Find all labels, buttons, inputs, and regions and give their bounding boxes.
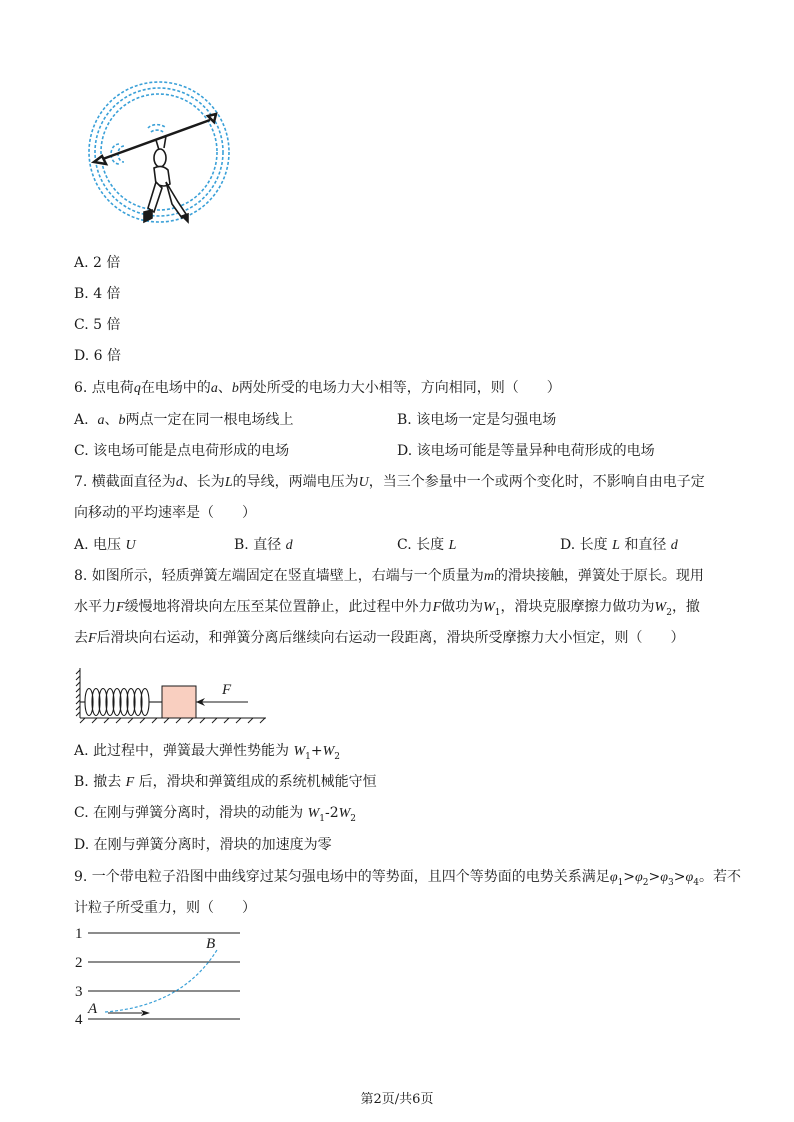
q8-option-b: B. 撤去 F 后，滑块和弹簧组成的系统机械能守恒 (74, 774, 377, 790)
equipotential-label-2: 2 (75, 955, 83, 971)
q8-force-label: F (222, 682, 232, 698)
q9-stem-line1: 9. 一个带电粒子沿图中曲线穿过某匀强电场中的等势面，且四个等势面的电势关系满足$\varphi_1>\varphi_2>\varphi_3>\varphi_4$。若不 (74, 869, 741, 888)
q7-option-a: A. 电压 U (74, 537, 136, 553)
q7-stem-line2: 向移动的平均速率是（ ） (74, 505, 256, 521)
q5-option-b: B. 4 倍 (74, 286, 121, 302)
q8-option-d: D. 在刚与弹簧分离时，滑块的加速度为零 (74, 837, 332, 853)
q5-option-d: D. 6 倍 (74, 348, 121, 364)
q8-stem-line2: 水平力F缓慢地将滑块向左压至某位置静止，此过程中外力F做功为$W_1$，滑块克服摩擦力做功为$W_2$，撤 (74, 599, 700, 618)
equipotential-label-1: 1 (75, 926, 83, 942)
point-b-label: B (206, 936, 216, 952)
q9-stem-line2: 计粒子所受重力，则（ ） (74, 900, 256, 916)
q6-option-b: B. 该电场一定是匀强电场 (397, 412, 557, 428)
q8-stem-line1: 8. 如图所示，轻质弹簧左端固定在竖直墙壁上，右端与一个质量为m的滑块接触，弹簧处于原长。现用 (74, 568, 704, 584)
q5-option-a: A. 2 倍 (74, 255, 121, 271)
q8-stem-line3: 去F后滑块向右运动，和弹簧分离后继续向右运动一段距离，滑块所受摩擦力大小恒定，则（ ） (74, 630, 685, 646)
q9-figure (72, 926, 247, 1026)
point-a-label: A (88, 1001, 98, 1017)
equipotential-label-3: 3 (75, 984, 83, 1000)
q5-figure (86, 72, 236, 242)
equipotential-label-4: 4 (75, 1012, 83, 1028)
q7-option-d: D. 长度 L 和直径 d (560, 537, 678, 553)
q6-option-c: C. 该电场可能是点电荷形成的电场 (74, 443, 290, 459)
q8-option-a: A. 此过程中，弹簧最大弹性势能为 $W_1+W_2$ (74, 743, 341, 762)
q7-option-c: C. 长度 L (397, 537, 457, 553)
slider-block (162, 686, 196, 718)
q7-option-b: B. 直径 d (234, 537, 293, 553)
q6-option-a: A. a、b两点一定在同一根电场线上 (74, 412, 294, 428)
page-number: 第2页/共6页 (360, 1092, 434, 1107)
q7-stem-line1: 7. 横截面直径为d、长为L的导线，两端电压为U，当三个参量中一个或两个变化时，不影响自由电子定 (74, 474, 705, 490)
q6-stem: 6. 点电荷q在电场中的a、b两处所受的电场力大小相等，方向相同，则（ ） (74, 380, 561, 396)
particle-trajectory (105, 950, 217, 1012)
q8-option-c: C. 在刚与弹簧分离时，滑块的动能为 $W_1-2W_2$ (74, 805, 357, 824)
q5-option-c: C. 5 倍 (74, 317, 121, 333)
q6-option-d: D. 该电场可能是等量异种电荷形成的电场 (397, 443, 655, 459)
q8-figure (72, 666, 272, 724)
